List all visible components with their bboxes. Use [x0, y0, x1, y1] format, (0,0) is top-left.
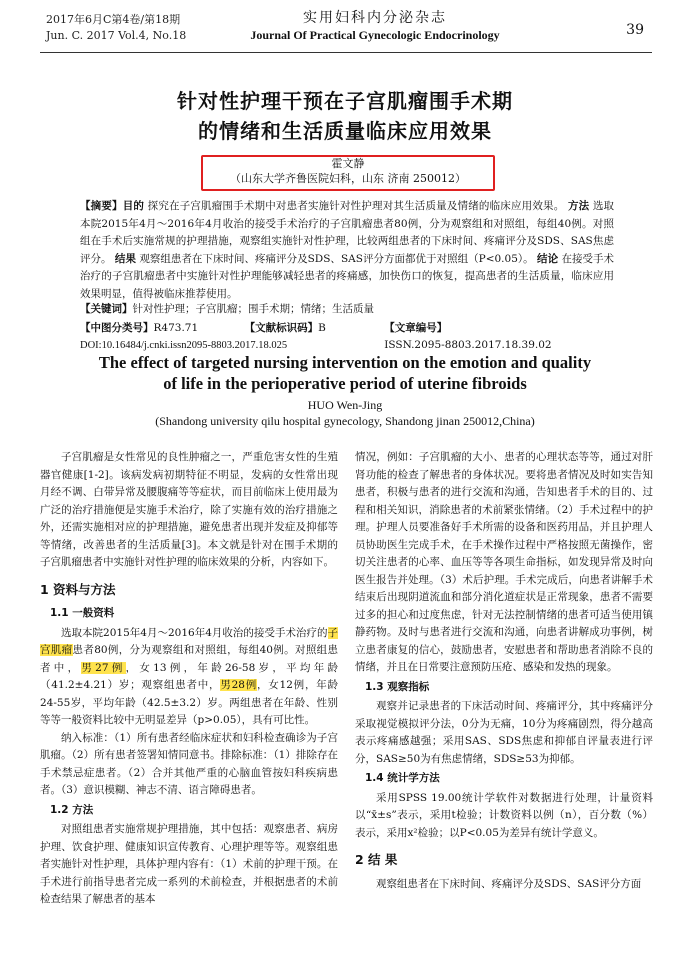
issue-info [46, 12, 186, 44]
highlight-uterine-fibroids: 子宫肌瘤 [40, 626, 338, 656]
method-continued-paragraph: 情况，例如：子宫肌瘤的大小、患者的心理状态等等，通过对肝肾功能的检查了解患者的身体状况。要将患者情况及时如实告知患者，积极与患者的进行交流和沟通，告知患者手术的目的、过程和相关知识，消除患者的术前紧张情绪。（2）手术过程中的护理。护理人员要准备好手术所需的设备和医药用品，并且护理人员协助医生完成手术，在手术操作过程中严格按照无菌操作，密切关注患者的心率、血压等等各项生命指标，如发现异常及时向医生报告并处理。（3）术后护理。手术完成后，向患者讲解手术结束后出现阴道流血和部分消化道症状是正常现象，患者不需要过多的担心和过度焦虑，针对无法控制情绪的患者可适当使用镇静药物。及时与患者进行交流和沟通，向患者讲解成功事例，树立患者康复的信心，鼓励患者，安慰患者和帮助患者消除不良的情绪，并且在日常要注意预防压疮、感染和发热的现象。 [355, 451, 653, 673]
criteria-paragraph: 纳入标准：（1）所有患者经临床症状和妇科检查确诊为子宫肌瘤。（2）所有患者签署知情同意书。排除标准：（1）排除存在手术禁忌症患者。（2）合并其他严重的心脑血管按妇科疾病患者。（3）意识模糊、神志不清、语言障碍患者。 [40, 731, 338, 796]
abstract [80, 198, 614, 303]
method-text: 选取本院2015年4月～2016年4月收治的接受手术治疗的子宫肌瘤患者80例，分为观察组和对照组，每组40例。对照组在手术后实施常规的护理措施，观察组实施针对性护理，比较两组患者的下床时间、疼痛评分及SDS、SAS焦虑评分。 [80, 200, 615, 265]
section-2-heading: 2 结 果 [355, 852, 398, 867]
general-data-text-c: ，女13例，年龄26-58岁，平均年龄（41.2±4.21）岁；观察组患者中， [40, 661, 338, 691]
article-title-zh [120, 86, 570, 146]
article-no-value: ISSN.2095-8803.2017.18.39.02 [384, 339, 552, 351]
general-data-text-b: 患者80例，分为观察组和对照组，每组40例。对照组患者中， [40, 644, 338, 674]
result-label: 结果 [114, 252, 136, 265]
issue-en: Jun. C. 2017 Vol.4, No.18 [46, 29, 187, 42]
keywords-label: 【关键词】 [80, 303, 133, 315]
conclusion-label: 结论 [537, 252, 559, 265]
affiliation-zh: （山东大学齐鲁医院妇科，山东 济南 250012） [230, 172, 466, 185]
subsection-1-1-heading: 1.1 一般资料 [50, 607, 115, 619]
results-paragraph: 观察组患者在下床时间、疼痛评分及SDS、SAS评分方面 [376, 877, 642, 890]
article-title-en [70, 352, 620, 394]
section-1-heading: 1 资料与方法 [40, 581, 116, 597]
method-paragraph: 对照组患者实施常规护理措施，其中包括：观察患者、病房护理、饮食护理、健康知识宣传教育、心理护理等等。观察组患者实施针对性护理，具体护理内容有：（1）术前的护理干预。在手术进行前指导患者完成一系列的术前检查，并根据患者的术前检查结果了解患者的基本 [40, 823, 338, 905]
subsection-1-3-heading: 1.3 观察指标 [365, 680, 430, 693]
statistics-paragraph: 采用SPSS 19.00统计学软件对数据进行处理，计量资料以“x̄±s”表示，采用t检验；计数资料以例（n），百分数（%）表示，采用x²检验；以P<0.05为差异有统计学意义。 [355, 791, 653, 839]
title-en-line-1: The effect of targeted nursing intervention on the emotion and quality [98, 353, 592, 372]
subsection-1-4-heading: 1.4 统计学方法 [365, 772, 440, 784]
keywords [80, 301, 614, 318]
result-text: 观察组患者在下床时间、疼痛评分及SDS、SAS评分方面都优于对照组（P<0.05）。 [139, 252, 534, 265]
doc-code-value: B [318, 322, 326, 334]
title-en-line-2: of life in the perioperative period of uterine fibroids [163, 374, 527, 393]
doc-code-label: 【文献标识码】 [244, 322, 319, 334]
highlight-male-27: 男27例 [81, 661, 126, 674]
page-number: 39 [626, 22, 644, 38]
journal-name-en: Journal Of Practical Gynecologic Endocrinology [250, 28, 500, 42]
right-column [355, 449, 653, 893]
conclusion-text: 在接受手术治疗的子宫肌瘤患者中实施针对性护理能够减轻患者的疼痛感，加快伤口的恢复，提高患者的生活质量，临床应用效果明显，值得被临床推荐使用。 [80, 252, 615, 300]
issue-zh: 2017年6月C第4卷/第18期 [46, 13, 181, 26]
clc-value: R473.71 [153, 322, 199, 334]
purpose-text: 探究在子宫肌瘤围手术期中对患者实施针对性护理对其生活质量及情绪的临床应用效果。 [147, 200, 565, 212]
author-zh: 霍文静 [331, 157, 365, 170]
left-column [40, 449, 338, 909]
abstract-label: 【摘要】 [80, 200, 123, 212]
affiliation-en: (Shandong university qilu hospital gynecology, Shandong jinan 250012,China) [155, 414, 535, 428]
article-no-label: 【文章编号】 [384, 322, 448, 334]
author-en: HUO Wen-Jing [307, 398, 383, 412]
doi: DOI:10.16484/j.cnki.issn2095-8803.2017.18.025 [80, 340, 288, 351]
subsection-1-2-heading: 1.2 方法 [50, 803, 94, 816]
keywords-text: 针对性护理；子宫肌瘤；围手术期；情绪；生活质量 [132, 303, 374, 315]
journal-name [230, 9, 520, 43]
general-data-paragraph [40, 625, 338, 730]
general-data-text-d: ，女12例，年龄24-55岁，平均年龄（42.5±3.2）岁。两组患者在年龄、性别等等一般资料比较中无明显差异（p>0.05），具有可比性。 [40, 679, 338, 726]
intro-paragraph: 子宫肌瘤是女性常见的良性肿瘤之一，严重危害女性的生殖器官健康[1-2]。该病发病初期特征不明显，发病的女性常出现月经不调、白带异常及腰腹痛等等症状，而目前临床上使用最为广泛的治疗措施便是实施手术治疗，除了实施有效的治疗措施之外，还需实施相对应的护理措施，避免患者出现并发症及抑郁等等情绪，改善患者的生活质量[3]。本文就是针对在围手术期的子宫肌瘤患者中实施针对性护理的临床效果的分析，内容如下。 [40, 451, 338, 568]
highlight-male-28: 男28例 [220, 679, 257, 691]
method-label: 方法 [567, 200, 590, 212]
header-rule [40, 52, 652, 53]
title-zh-line-1: 针对性护理干预在子宫肌瘤围手术期 [177, 89, 513, 113]
purpose-label: 目的 [122, 200, 145, 212]
general-data-text-a: 选取本院2015年4月～2016年4月收治的接受手术治疗的 [61, 626, 328, 639]
journal-name-zh: 实用妇科内分泌杂志 [303, 10, 447, 26]
title-zh-line-2: 的情绪和生活质量临床应用效果 [198, 119, 492, 143]
indicators-paragraph: 观察并记录患者的下床活动时间、疼痛评分，其中疼痛评分采取视觉模拟评分法，0分为无痛，10分为疼痛剧烈，得分越高表示疼痛感越强；采用SAS、SDS焦虑和抑郁自评量表进行评分，SAS≥50为有焦虑情绪，SDS≥53为抑郁。 [355, 700, 653, 765]
clc-label: 【中图分类号】 [80, 322, 154, 334]
